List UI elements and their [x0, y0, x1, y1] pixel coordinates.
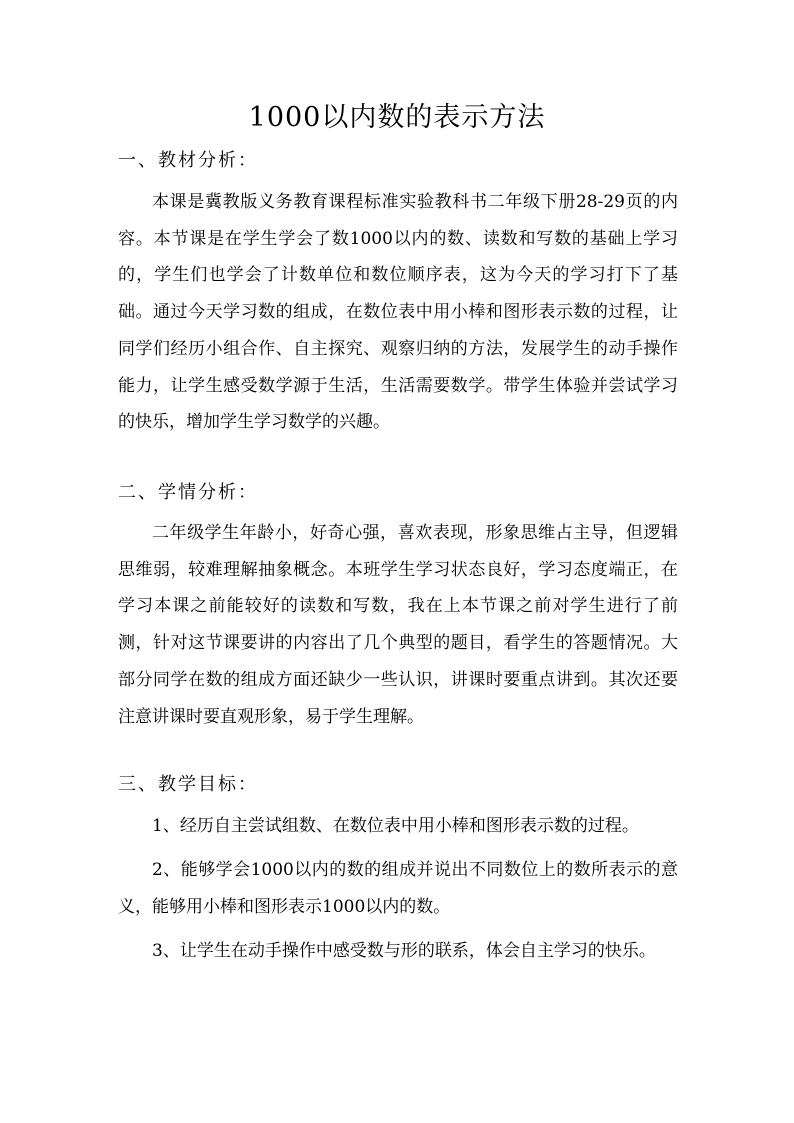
- goal-item-2: 2、能够学会1000以内的数的组成并说出不同数位上的数所表示的意义，能够用小棒和图形表示1000以内的数。: [118, 860, 678, 917]
- section-heading-student-analysis: 二、学情分析：: [118, 482, 258, 503]
- section-heading-textbook-analysis: 一、教材分析：: [118, 150, 258, 171]
- section-heading-teaching-goals: 三、教学目标：: [118, 774, 258, 795]
- paragraph-textbook-analysis: 本课是冀教版义务教育课程标准实验教科书二年级下册28-29页的内容。本节课是在学生学会了数1000以内的数、读数和写数的基础上学习的，学生们也学会了计数单位和数位顺序表，这为今天的学习打下了基础。通过今天学习数的组成，在数位表中用小棒和图形表示数的过程，让同学们经历小组合作、自主探究、观察归纳的方法，发展学生的动手操作能力，让学生感受数学源于生活，生活需要数学。带学生体验并尝试学习的快乐，增加学生学习数学的兴趣。: [118, 192, 678, 433]
- goal-item-3: 3、让学生在动手操作中感受数与形的联系，体会自主学习的快乐。: [152, 941, 656, 961]
- page-title: 1000以内数的表示方法: [248, 102, 546, 133]
- goal-item-1: 1、经历自主尝试组数、在数位表中用小棒和图形表示数的过程。: [152, 816, 639, 836]
- paragraph-student-analysis: 二年级学生年龄小，好奇心强，喜欢表现，形象思维占主导，但逻辑思维弱，较难理解抽象概念。本班学生学习状态良好，学习态度端正，在学习本课之前能较好的读数和写数，我在上本节课之前对学生进行了前测，针对这节课要讲的内容出了几个典型的题目，看学生的答题情况。大部分同学在数的组成方面还缺少一些认识，讲课时要重点讲到。其次还要注意讲课时要直观形象，易于学生理解。: [118, 523, 678, 727]
